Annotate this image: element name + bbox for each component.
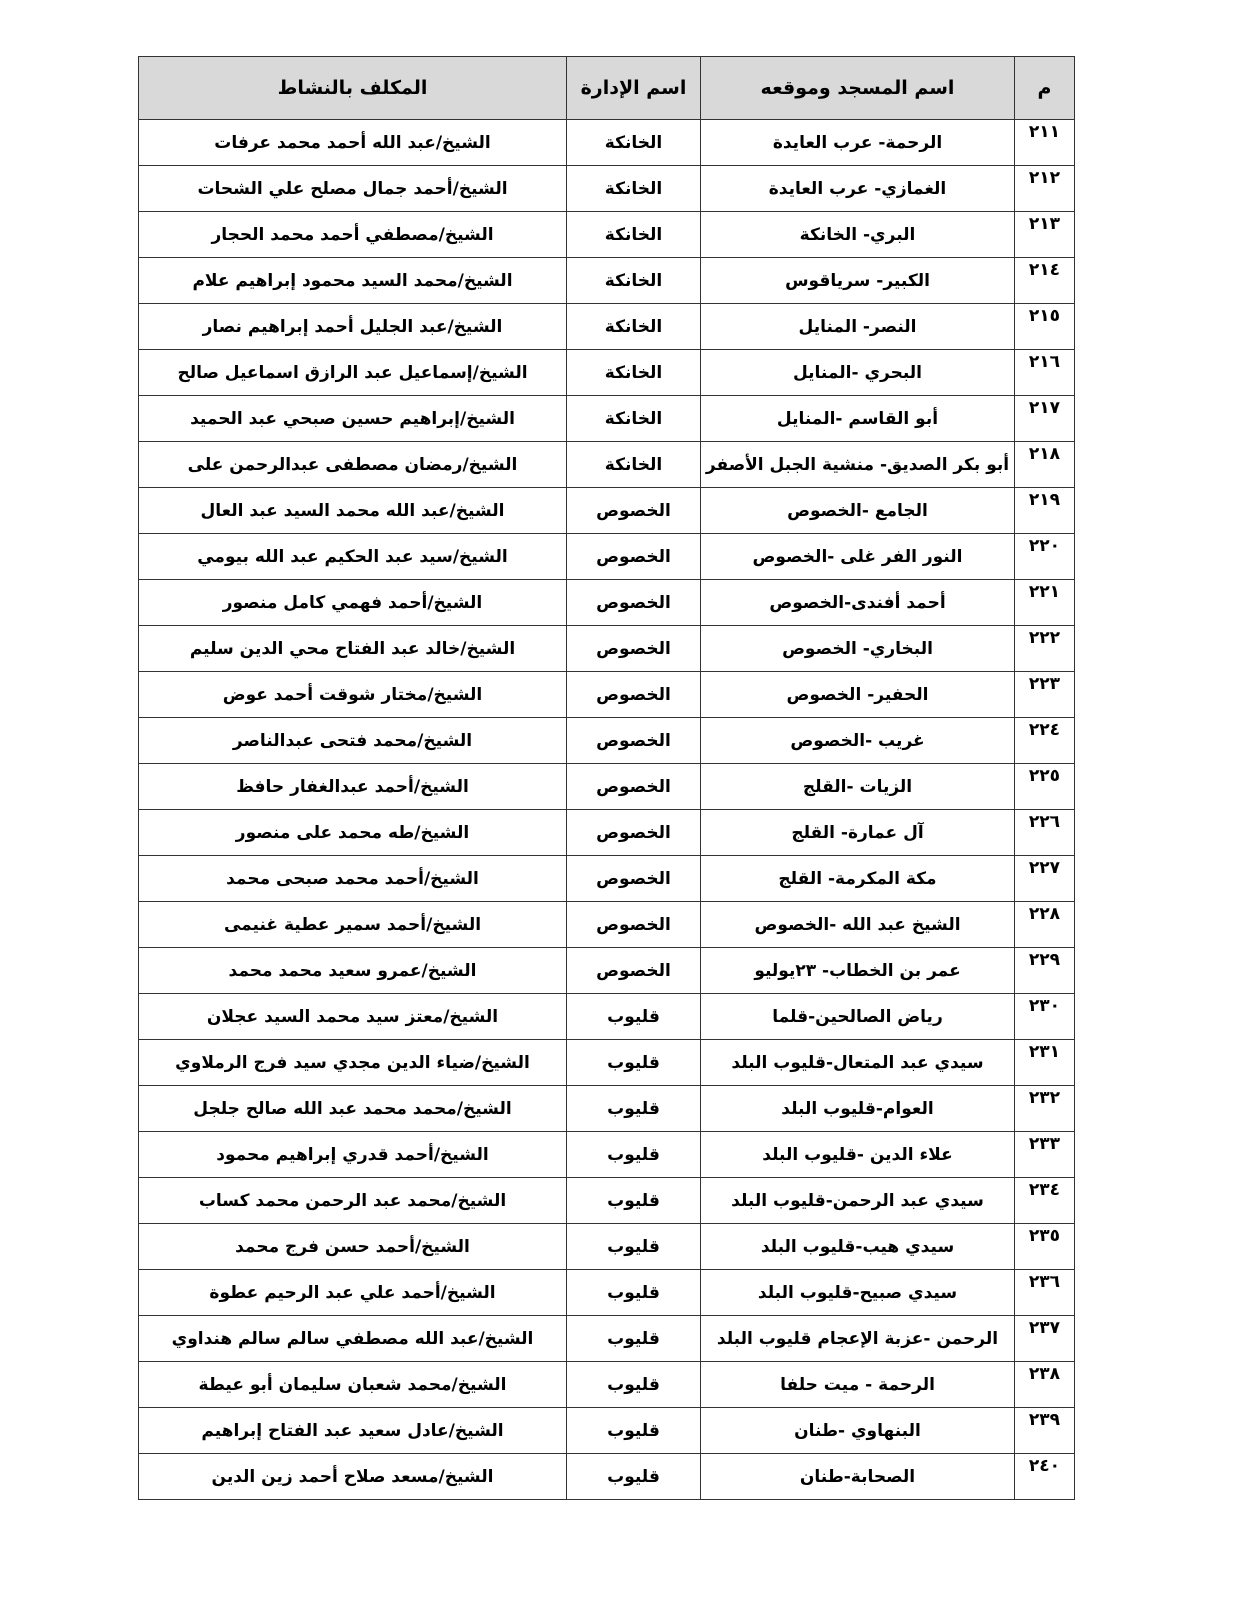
table-row <box>139 166 1075 212</box>
table-row <box>139 1270 1075 1316</box>
mosque-name-cell: الجامع -الخصوص <box>701 488 1015 534</box>
table-row <box>139 534 1075 580</box>
row-number: ٢٣٢ <box>1015 1086 1075 1132</box>
row-number: ٢٣٠ <box>1015 994 1075 1040</box>
mosque-name-cell: النصر- المنايل <box>701 304 1015 350</box>
mosque-name-cell: مكة المكرمة- القلج <box>701 856 1015 902</box>
assigned-person-cell: الشيخ/مصطفي أحمد محمد الحجار <box>139 212 567 258</box>
row-number: ٢١١ <box>1015 120 1075 166</box>
administration-cell: قليوب <box>567 1132 701 1178</box>
mosque-name-cell: الحفير- الخصوص <box>701 672 1015 718</box>
administration-cell: الخصوص <box>567 764 701 810</box>
assigned-person-cell: الشيخ/إبراهيم حسين صبحي عبد الحميد <box>139 396 567 442</box>
table-header-row <box>139 57 1075 120</box>
mosque-name-cell: أبو القاسم -المنايل <box>701 396 1015 442</box>
assigned-person-cell: الشيخ/أحمد فهمي كامل منصور <box>139 580 567 626</box>
table-row <box>139 1316 1075 1362</box>
table-body <box>139 120 1075 1500</box>
table-row <box>139 810 1075 856</box>
assigned-person-cell: الشيخ/أحمد حسن فرج محمد <box>139 1224 567 1270</box>
administration-cell: الخصوص <box>567 672 701 718</box>
table-row <box>139 626 1075 672</box>
assigned-person-cell: الشيخ/سيد عبد الحكيم عبد الله بيومي <box>139 534 567 580</box>
assigned-person-cell: الشيخ/معتز سيد محمد السيد عجلان <box>139 994 567 1040</box>
administration-cell: قليوب <box>567 1178 701 1224</box>
administration-cell: قليوب <box>567 1316 701 1362</box>
assigned-person-cell: الشيخ/ضياء الدين مجدي سيد فرج الرملاوي <box>139 1040 567 1086</box>
row-number: ٢٢٨ <box>1015 902 1075 948</box>
administration-cell: الخانكة <box>567 212 701 258</box>
mosque-name-cell: أحمد أفندى-الخصوص <box>701 580 1015 626</box>
administration-cell: الخانكة <box>567 120 701 166</box>
administration-cell: قليوب <box>567 1270 701 1316</box>
assigned-person-cell: الشيخ/خالد عبد الفتاح محي الدين سليم <box>139 626 567 672</box>
row-number: ٢٣٨ <box>1015 1362 1075 1408</box>
mosque-name-cell: أبو بكر الصديق- منشية الجبل الأصفر <box>701 442 1015 488</box>
row-number: ٢٢٦ <box>1015 810 1075 856</box>
administration-cell: الخصوص <box>567 626 701 672</box>
mosque-name-cell: علاء الدين -قليوب البلد <box>701 1132 1015 1178</box>
mosque-name-cell: الغمازي- عرب العايدة <box>701 166 1015 212</box>
mosque-name-cell: الرحمة - ميت حلفا <box>701 1362 1015 1408</box>
row-number: ٢١٩ <box>1015 488 1075 534</box>
table-row <box>139 948 1075 994</box>
assigned-person-cell: الشيخ/محمد فتحى عبدالناصر <box>139 718 567 764</box>
assigned-person-cell: الشيخ/عبد الجليل أحمد إبراهيم نصار <box>139 304 567 350</box>
assigned-person-cell: الشيخ/محمد محمد عبد الله صالح جلجل <box>139 1086 567 1132</box>
mosque-name-cell: البخاري- الخصوص <box>701 626 1015 672</box>
table-row <box>139 580 1075 626</box>
row-number: ٢٢٢ <box>1015 626 1075 672</box>
mosque-name-cell: الشيخ عبد الله -الخصوص <box>701 902 1015 948</box>
table-row <box>139 902 1075 948</box>
header-mosque: اسم المسجد وموقعه <box>701 57 1015 120</box>
administration-cell: قليوب <box>567 994 701 1040</box>
administration-cell: الخصوص <box>567 580 701 626</box>
row-number: ٢٢٣ <box>1015 672 1075 718</box>
administration-cell: الخصوص <box>567 948 701 994</box>
row-number: ٢٢٤ <box>1015 718 1075 764</box>
mosque-name-cell: العوام-قليوب البلد <box>701 1086 1015 1132</box>
mosque-name-cell: الرحمة- عرب العايدة <box>701 120 1015 166</box>
header-person: المكلف بالنشاط <box>139 57 567 120</box>
mosque-name-cell: البنهاوي -طنان <box>701 1408 1015 1454</box>
table-row <box>139 1086 1075 1132</box>
administration-cell: الخصوص <box>567 902 701 948</box>
row-number: ٢١٧ <box>1015 396 1075 442</box>
assigned-person-cell: الشيخ/أحمد قدري إبراهيم محمود <box>139 1132 567 1178</box>
row-number: ٢٣٦ <box>1015 1270 1075 1316</box>
administration-cell: الخانكة <box>567 304 701 350</box>
mosque-name-cell: سيدي عبد الرحمن-قليوب البلد <box>701 1178 1015 1224</box>
administration-cell: الخصوص <box>567 856 701 902</box>
administration-cell: الخانكة <box>567 396 701 442</box>
row-number: ٢١٣ <box>1015 212 1075 258</box>
table-row <box>139 488 1075 534</box>
table-row <box>139 994 1075 1040</box>
table-row <box>139 1454 1075 1500</box>
administration-cell: الخصوص <box>567 810 701 856</box>
table-row <box>139 1362 1075 1408</box>
administration-cell: الخصوص <box>567 718 701 764</box>
mosque-name-cell: النور الفر غلى -الخصوص <box>701 534 1015 580</box>
mosque-name-cell: البحري -المنايل <box>701 350 1015 396</box>
mosque-name-cell: غريب -الخصوص <box>701 718 1015 764</box>
mosque-name-cell: سيدي هيب-قليوب البلد <box>701 1224 1015 1270</box>
mosque-name-cell: الرحمن -عزبة الإعجام قليوب البلد <box>701 1316 1015 1362</box>
row-number: ٢٣٩ <box>1015 1408 1075 1454</box>
administration-cell: قليوب <box>567 1362 701 1408</box>
table-row <box>139 856 1075 902</box>
row-number: ٢٢٥ <box>1015 764 1075 810</box>
table-row <box>139 258 1075 304</box>
row-number: ٢١٤ <box>1015 258 1075 304</box>
row-number: ٢١٨ <box>1015 442 1075 488</box>
row-number: ٢١٦ <box>1015 350 1075 396</box>
table-row <box>139 396 1075 442</box>
mosque-name-cell: عمر بن الخطاب- ٢٣يوليو <box>701 948 1015 994</box>
header-num: م <box>1015 57 1075 120</box>
table-row <box>139 718 1075 764</box>
administration-cell: قليوب <box>567 1408 701 1454</box>
table-row <box>139 1040 1075 1086</box>
row-number: ٢٣٥ <box>1015 1224 1075 1270</box>
row-number: ٢٤٠ <box>1015 1454 1075 1500</box>
mosque-name-cell: الزيات -القلج <box>701 764 1015 810</box>
row-number: ٢٢٠ <box>1015 534 1075 580</box>
table-row <box>139 120 1075 166</box>
assigned-person-cell: الشيخ/أحمد جمال مصلح علي الشحات <box>139 166 567 212</box>
row-number: ٢٢٧ <box>1015 856 1075 902</box>
administration-cell: الخصوص <box>567 488 701 534</box>
assigned-person-cell: الشيخ/أحمد عبدالغفار حافظ <box>139 764 567 810</box>
table-row <box>139 1224 1075 1270</box>
assigned-person-cell: الشيخ/عبد الله محمد السيد عبد العال <box>139 488 567 534</box>
mosque-name-cell: آل عمارة- القلج <box>701 810 1015 856</box>
assigned-person-cell: الشيخ/عادل سعيد عبد الفتاح إبراهيم <box>139 1408 567 1454</box>
mosque-name-cell: رياض الصالحين-قلما <box>701 994 1015 1040</box>
table-row <box>139 1132 1075 1178</box>
table-row <box>139 764 1075 810</box>
assigned-person-cell: الشيخ/مسعد صلاح أحمد زين الدين <box>139 1454 567 1500</box>
mosque-name-cell: الصحابة-طنان <box>701 1454 1015 1500</box>
assigned-person-cell: الشيخ/محمد عبد الرحمن محمد كساب <box>139 1178 567 1224</box>
administration-cell: قليوب <box>567 1454 701 1500</box>
mosque-name-cell: سيدي صبيح-قليوب البلد <box>701 1270 1015 1316</box>
row-number: ٢٣٧ <box>1015 1316 1075 1362</box>
row-number: ٢٣٤ <box>1015 1178 1075 1224</box>
administration-cell: الخانكة <box>567 442 701 488</box>
row-number: ٢٢٩ <box>1015 948 1075 994</box>
mosque-name-cell: سيدي عبد المتعال-قليوب البلد <box>701 1040 1015 1086</box>
assigned-person-cell: الشيخ/عبد الله أحمد محمد عرفات <box>139 120 567 166</box>
administration-cell: الخانكة <box>567 166 701 212</box>
table-row <box>139 304 1075 350</box>
administration-cell: الخانكة <box>567 350 701 396</box>
assigned-person-cell: الشيخ/محمد شعبان سليمان أبو عيطة <box>139 1362 567 1408</box>
table-row <box>139 1178 1075 1224</box>
assignments-table <box>138 56 1075 1500</box>
mosque-name-cell: البري- الخانكة <box>701 212 1015 258</box>
assigned-person-cell: الشيخ/طه محمد على منصور <box>139 810 567 856</box>
administration-cell: قليوب <box>567 1040 701 1086</box>
assigned-person-cell: الشيخ/عبد الله مصطفي سالم سالم هنداوي <box>139 1316 567 1362</box>
table-row <box>139 672 1075 718</box>
row-number: ٢١٢ <box>1015 166 1075 212</box>
row-number: ٢٣٣ <box>1015 1132 1075 1178</box>
row-number: ٢١٥ <box>1015 304 1075 350</box>
administration-cell: الخصوص <box>567 534 701 580</box>
administration-cell: الخانكة <box>567 258 701 304</box>
assigned-person-cell: الشيخ/أحمد سمير عطية غنيمى <box>139 902 567 948</box>
table-row <box>139 442 1075 488</box>
row-number: ٢٢١ <box>1015 580 1075 626</box>
administration-cell: قليوب <box>567 1086 701 1132</box>
row-number: ٢٣١ <box>1015 1040 1075 1086</box>
assigned-person-cell: الشيخ/عمرو سعيد محمد محمد <box>139 948 567 994</box>
assigned-person-cell: الشيخ/رمضان مصطفى عبدالرحمن على <box>139 442 567 488</box>
administration-cell: قليوب <box>567 1224 701 1270</box>
mosque-name-cell: الكبير- سرياقوس <box>701 258 1015 304</box>
assigned-person-cell: الشيخ/أحمد علي عبد الرحيم عطوة <box>139 1270 567 1316</box>
assigned-person-cell: الشيخ/أحمد محمد صبحى محمد <box>139 856 567 902</box>
table-row <box>139 1408 1075 1454</box>
header-admin: اسم الإدارة <box>567 57 701 120</box>
assigned-person-cell: الشيخ/إسماعيل عبد الرازق اسماعيل صالح <box>139 350 567 396</box>
table-row <box>139 212 1075 258</box>
assigned-person-cell: الشيخ/محمد السيد محمود إبراهيم علام <box>139 258 567 304</box>
assigned-person-cell: الشيخ/مختار شوقت أحمد عوض <box>139 672 567 718</box>
table-row <box>139 350 1075 396</box>
